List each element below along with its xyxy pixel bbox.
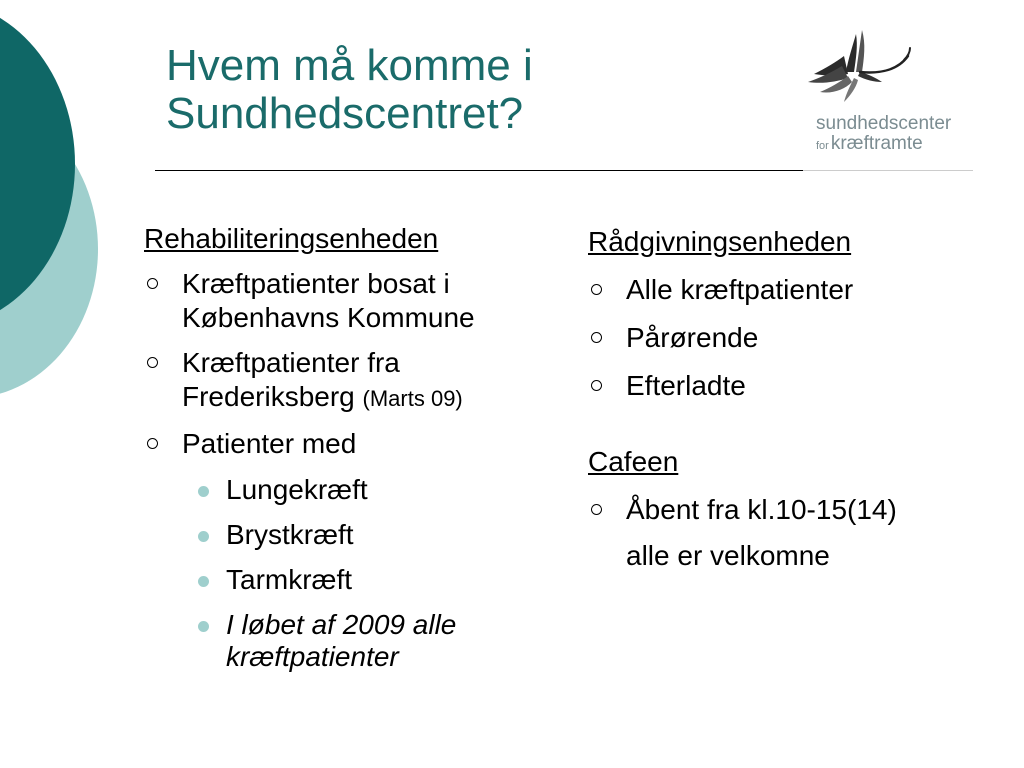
title-divider [155,170,803,171]
dot-bullet-icon [198,486,209,497]
rehabilitering-list [144,267,564,673]
rehabilitering-heading: Rehabiliteringsenheden [144,223,439,254]
sublist-item-text: I løbet af 2009 alle kræftpatienter [226,609,457,672]
title-divider-light [803,170,973,171]
left-column [144,222,564,673]
sublist-item-text: Tarmkræft [226,564,352,595]
ring-bullet-icon [147,278,158,289]
dot-bullet-icon [198,531,209,542]
section-spacer [588,403,1008,445]
ring-bullet-icon [591,332,602,343]
list-item-text: Kræftpatienter bosat i Københavns Kommune [182,268,475,333]
list-item [588,369,1008,403]
ring-bullet-icon [591,284,602,295]
raadgivning-list [588,273,1008,403]
list-item [588,273,1008,307]
sublist-item [189,609,564,673]
logo-text-line2 [816,134,951,156]
sublist-item [189,519,564,551]
sublist-item-text: Brystkræft [226,519,354,550]
dot-bullet-icon [198,576,209,587]
ring-bullet-icon [591,380,602,391]
sublist-item [189,474,564,506]
list-item [144,267,564,335]
list-item-text: Kræftpatienter fra Frederiksberg [182,347,400,412]
diagnosis-sublist [189,474,564,673]
ring-bullet-icon [591,504,602,515]
dot-bullet-icon [198,621,209,632]
list-item-text: Alle kræftpatienter [626,274,854,305]
list-item-text: Patienter med [182,428,357,459]
ring-bullet-icon [147,438,158,449]
list-item-text: Efterladte [626,370,746,401]
raadgivning-heading: Rådgivningsenheden [588,226,852,257]
list-item [144,427,564,673]
right-column [588,225,1008,573]
cafeen-continuation: alle er velkomne [626,540,830,571]
logo-text-kraeftramte: kræftramte [830,133,923,154]
sublist-item [189,564,564,596]
slide-title-line2: Sundhedscentret? [166,89,524,138]
list-item [588,493,1008,527]
logo-text-for: for [816,140,829,152]
ring-bullet-icon [147,357,158,368]
sundhedscenter-logo [800,26,980,162]
list-item-text: Åbent fra kl.10-15(14) [626,494,897,525]
logo-text-line1: sundhedscenter [816,113,952,134]
logo-text [816,114,951,156]
slide-title-line1: Hvem må komme i [166,41,533,90]
cafeen-list [588,493,1008,527]
list-item [144,346,564,416]
butterfly-logo-icon [800,26,980,114]
list-item [588,321,1008,355]
list-item-note: (Marts 09) [362,386,463,411]
list-item-text: Pårørende [626,322,759,353]
sublist-item-text: Lungekræft [226,474,368,505]
cafeen-heading: Cafeen [588,446,679,477]
slide-title [166,42,786,138]
